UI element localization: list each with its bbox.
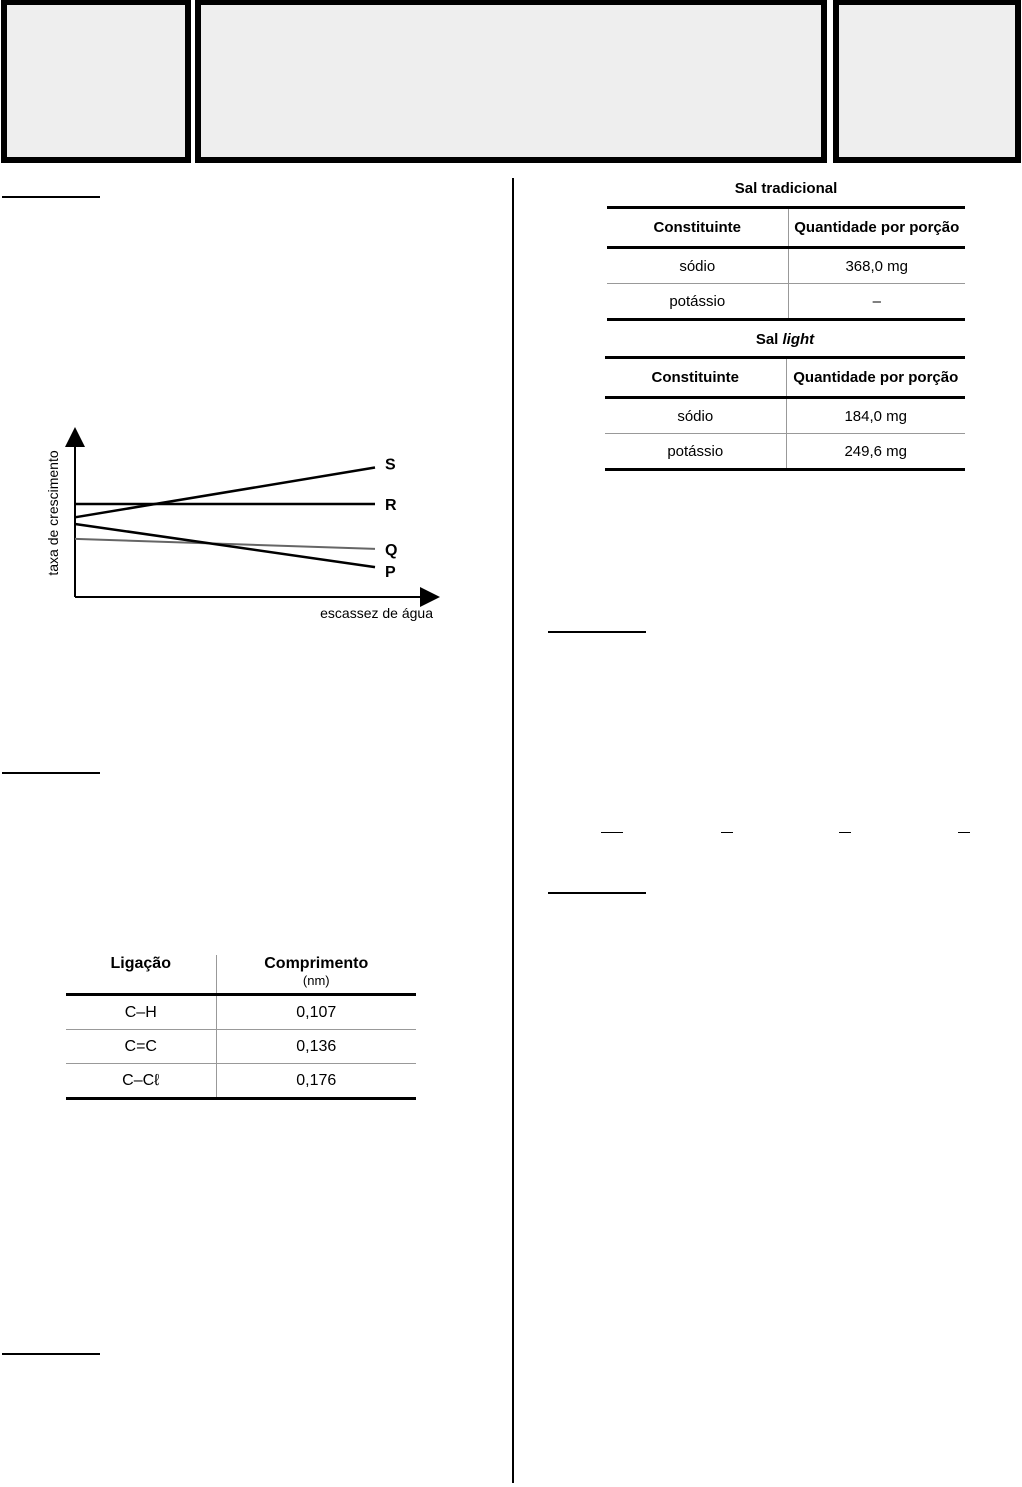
series-label-p: P	[385, 564, 396, 582]
constituent-cell: sódio	[607, 248, 788, 284]
bond-length-table	[66, 955, 416, 1100]
amount-cell: 184,0 mg	[786, 398, 965, 434]
table-row	[607, 248, 965, 284]
amount-cell: 249,6 mg	[786, 434, 965, 470]
table-row	[605, 398, 965, 434]
header-left-box	[4, 2, 188, 160]
length-header-label: Comprimento	[264, 955, 369, 972]
bond-cell: C–H	[66, 995, 216, 1030]
constituent-header: Constituinte	[607, 208, 788, 248]
salt-traditional-title: Sal tradicional	[734, 180, 838, 197]
question-separator	[2, 1353, 100, 1355]
amount-header: Quantidade por porção	[786, 358, 965, 398]
bond-cell: C=C	[66, 1030, 216, 1064]
amount-header: Quantidade por porção	[788, 208, 965, 248]
series-line-s	[75, 468, 375, 518]
length-cell: 0,107	[216, 995, 416, 1030]
salt-light-title	[605, 331, 965, 348]
fraction-bar	[839, 832, 851, 833]
question-separator	[2, 772, 100, 774]
series-label-q: Q	[385, 541, 398, 559]
table-row	[66, 1030, 416, 1064]
growth-chart	[40, 425, 440, 625]
bond-header: Ligação	[66, 955, 216, 995]
constituent-cell: sódio	[605, 398, 786, 434]
series-line-p	[75, 524, 375, 567]
fraction-bar	[601, 832, 623, 833]
x-axis-label: escassez de água	[320, 605, 433, 621]
salt-light-table	[605, 356, 965, 471]
bond-cell: C–Cℓ	[66, 1064, 216, 1099]
column-divider	[512, 178, 514, 1483]
header-right-box	[836, 2, 1018, 160]
amount-cell: –	[788, 284, 965, 320]
length-unit: (nm)	[302, 973, 330, 988]
question-separator	[548, 892, 646, 894]
fraction-bar	[721, 832, 733, 833]
length-cell: 0,136	[216, 1030, 416, 1064]
series-line-q	[75, 539, 375, 549]
fraction-bar	[958, 832, 970, 833]
series-label-s: S	[385, 456, 396, 474]
table-row	[607, 284, 965, 320]
constituent-cell: potássio	[607, 284, 788, 320]
table-row	[66, 995, 416, 1030]
table-row	[605, 434, 965, 470]
salt-light-title-prefix: Sal	[755, 331, 779, 348]
salt-traditional-table	[607, 206, 965, 321]
series-label-r: R	[385, 497, 397, 515]
salt-light-title-emph: light	[782, 331, 815, 348]
question-separator	[548, 631, 646, 633]
length-header	[216, 955, 416, 995]
header-center-box	[198, 2, 824, 160]
y-axis-label: taxa de crescimento	[45, 450, 61, 576]
constituent-header: Constituinte	[605, 358, 786, 398]
table-row	[66, 1064, 416, 1099]
question-separator	[2, 196, 100, 198]
length-cell: 0,176	[216, 1064, 416, 1099]
amount-cell: 368,0 mg	[788, 248, 965, 284]
constituent-cell: potássio	[605, 434, 786, 470]
